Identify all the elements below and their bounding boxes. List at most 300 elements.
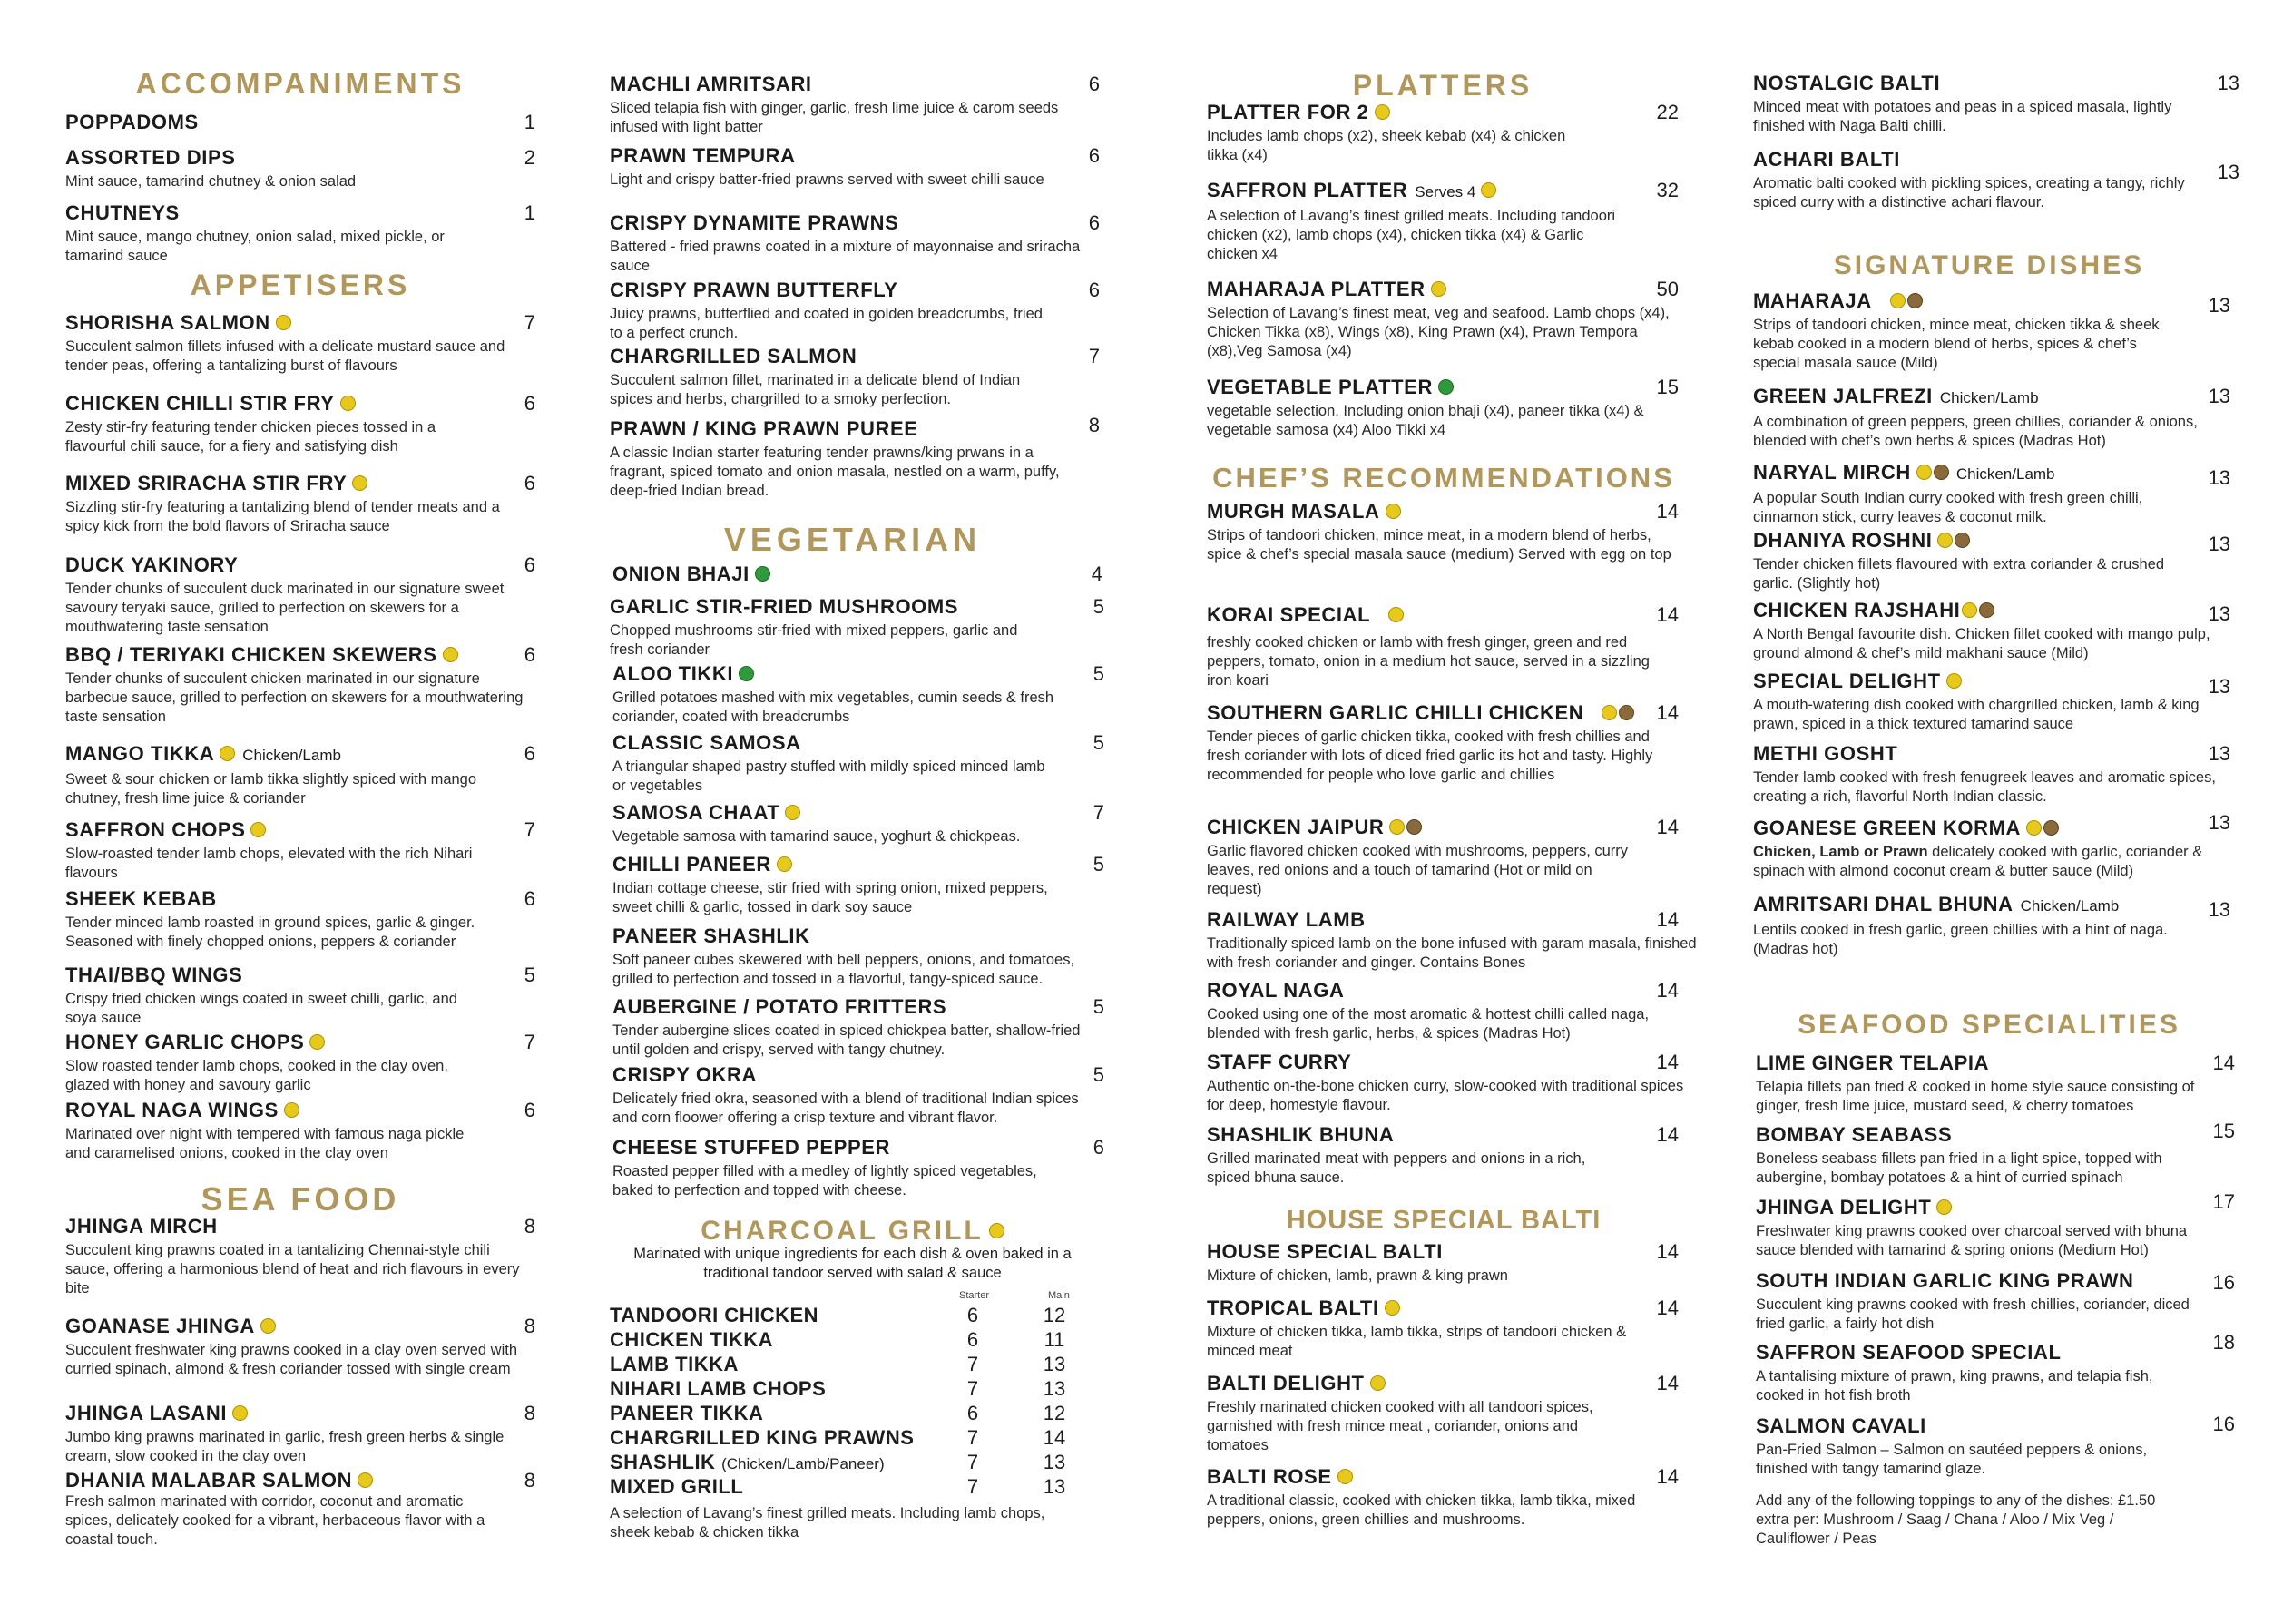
starter-price: 7	[966, 1377, 979, 1400]
menu-item	[1207, 979, 1697, 1043]
item-name: CHARGRILLED SALMON	[610, 345, 857, 367]
item-description-lead: Chicken, Lamb or Prawn	[1753, 844, 1928, 860]
hot-spice-icon	[2043, 820, 2059, 836]
section-title-signature-dishes: SIGNATURE DISHES	[1833, 250, 2145, 280]
item-description: A classic Indian starter featuring tender prawns/king prwans in a fragrant, spiced tomato and onion masala, nestled on a warm, puffy, deep-fried Indian bread.	[610, 445, 1060, 499]
item-name: POPPADOMS	[65, 111, 199, 133]
item-name: MACHLI AMRITSARI	[610, 73, 812, 95]
mild-spice-icon	[1375, 104, 1390, 120]
menu-item	[1207, 816, 1697, 899]
menu-item	[1753, 148, 2239, 212]
section-title-seafood-specialities: SEAFOOD SPECIALITIES	[1798, 1010, 2180, 1040]
item-description: Jumbo king prawns marinated in garlic, fresh green herbs & single cream, slow cooked in the clay oven	[65, 1429, 505, 1464]
item-name: PLATTER FOR 2	[1207, 101, 1369, 123]
item-price: 6	[1093, 1136, 1104, 1159]
grill-footer-note: A selection of Lavang’s finest grilled meats. Including lamb chops, sheek kebab & chicken tikka	[610, 1505, 1045, 1541]
grill-row	[610, 1303, 1082, 1327]
mild-spice-icon	[352, 475, 367, 491]
item-name: SHASHLIK BHUNA	[1207, 1123, 1395, 1146]
item-price: 6	[1088, 211, 1100, 234]
item-name: CHUTNEYS	[65, 201, 180, 224]
section-title-appetisers: APPETISERS	[190, 269, 411, 301]
item-name: SHORISHA SALMON	[65, 311, 270, 334]
hot-spice-icon	[1406, 819, 1422, 835]
item-price: 13	[2208, 466, 2230, 489]
mild-spice-icon	[1337, 1469, 1353, 1484]
item-price: 5	[1093, 595, 1104, 618]
item-description: Chopped mushrooms stir-fried with mixed peppers, garlic and fresh coriander	[610, 622, 1018, 658]
item-price: 13	[2208, 811, 2230, 834]
menu-item	[1207, 1051, 1697, 1115]
item-name: SHEEK KEBAB	[65, 887, 217, 910]
item-name: BALTI ROSE	[1207, 1465, 1332, 1488]
item-price: 6	[524, 643, 535, 666]
item-description: Juicy prawns, butterflied and coated in golden breadcrumbs, fried to a perfect crunch.	[610, 306, 1043, 341]
item-name: AMRITSARI DHAL BHUNA	[1753, 893, 2014, 915]
item-name: MURGH MASALA	[1207, 500, 1380, 523]
mild-spice-icon	[276, 315, 291, 330]
menu-item	[1753, 599, 2230, 663]
item-price: 13	[2208, 602, 2230, 625]
item-description: Grilled potatoes mashed with mix vegetables, cumin seeds & fresh coriander, coated with breadcrumbs	[612, 690, 1054, 725]
item-price: 5	[1093, 995, 1104, 1018]
item-description: Slow-roasted tender lamb chops, elevated with the rich Nihari flavours	[65, 846, 473, 881]
item-name: JHINGA DELIGHT	[1756, 1196, 1932, 1218]
item-name: JHINGA MIRCH	[65, 1215, 218, 1238]
item-description: Sliced telapia fish with ginger, garlic, fresh lime juice & carom seeds infused with light batter	[610, 100, 1059, 135]
starter-column-label: Starter	[959, 1290, 990, 1301]
menu-item	[1207, 1123, 1697, 1188]
item-price: 18	[2212, 1331, 2235, 1354]
section-title-accompaniments: ACCOMPANIMENTS	[135, 67, 465, 100]
item-description: Tender minced lamb roasted in ground spices, garlic & ginger. Seasoned with finely chopped onions, peppers & coriander	[65, 915, 475, 950]
item-name: GARLIC STIR-FRIED MUSHROOMS	[610, 595, 959, 618]
starter-price: 7	[966, 1426, 979, 1449]
hot-spice-icon	[1907, 293, 1923, 308]
item-description: Sizzling stir-fry featuring a tantalizing blend of tender meats and a spicy kick from the bold flavors of Sriracha sauce	[65, 499, 500, 534]
menu-item	[1207, 376, 1697, 440]
menu-item	[65, 1099, 535, 1163]
menu-item	[1753, 742, 2230, 807]
menu-item	[65, 472, 535, 536]
item-price: 8	[524, 1215, 535, 1238]
menu-item	[65, 742, 535, 808]
menu-item	[612, 853, 1121, 917]
item-description: Strips of tandoori chicken, mince meat, in a modern blend of herbs, spice & chef’s special masala sauce (medium) Served with egg on top	[1207, 527, 1671, 563]
item-description: Tender pieces of garlic chicken tikka, cooked with fresh chillies and fresh coriander with lots of diced fried garlic its hot and tasty. Highly recommended for people who love garlic and chillies	[1207, 729, 1653, 783]
menu-item	[610, 144, 1118, 190]
hot-spice-icon	[1934, 465, 1949, 480]
main-price: 14	[1043, 1426, 1066, 1449]
item-name: SOUTHERN GARLIC CHILLI CHICKEN	[1207, 701, 1584, 724]
menu-item	[65, 964, 535, 1028]
main-price: 13	[1043, 1353, 1066, 1375]
item-price: 14	[1656, 1051, 1679, 1073]
item-description: Freshwater king prawns cooked over charcoal served with bhuna sauce blended with tamarind & spring onions (Medium Hot)	[1756, 1223, 2188, 1258]
item-price: 1	[524, 111, 535, 133]
menu-item	[65, 392, 535, 456]
item-name: NOSTALGIC BALTI	[1753, 72, 1941, 94]
item-description: Tender chicken fillets flavoured with extra coriander & crushed garlic. (Slightly hot)	[1753, 556, 2165, 592]
menu-item	[65, 818, 535, 883]
item-name: RAILWAY LAMB	[1207, 908, 1366, 931]
mild-spice-icon	[1388, 607, 1404, 622]
mild-spice-icon	[785, 805, 800, 820]
item-name: SPECIAL DELIGHT	[1753, 670, 1941, 692]
item-price: 14	[1656, 1465, 1679, 1488]
item-description: Slow roasted tender lamb chops, cooked in the clay oven, glazed with honey and savoury garlic	[65, 1058, 448, 1093]
item-name: CRISPY DYNAMITE PRAWNS	[610, 211, 899, 234]
item-name: DHANIYA ROSHNI	[1753, 529, 1933, 552]
menu-item	[1753, 893, 2230, 959]
item-name: LIME GINGER TELAPIA	[1756, 1052, 1990, 1074]
item-price: 14	[1656, 701, 1679, 724]
grill-table-header	[610, 1290, 1082, 1303]
item-description: Succulent king prawns cooked with fresh chillies, coriander, diced fried garlic, a fairly hot dish	[1756, 1296, 2190, 1332]
grill-item-variant: (Chicken/Lamb/Paneer)	[721, 1455, 885, 1472]
menu-item	[65, 201, 535, 266]
item-name: HOUSE SPECIAL BALTI	[1207, 1240, 1443, 1263]
item-price: 14	[1656, 603, 1679, 626]
menu-item	[1753, 385, 2230, 451]
item-price: 14	[1656, 908, 1679, 931]
menu-column-3	[1207, 0, 1697, 1624]
menu-item	[610, 414, 1118, 501]
item-price: 4	[1091, 563, 1102, 585]
section-title-sea-food: SEA FOOD	[201, 1180, 400, 1218]
menu-item	[65, 1215, 535, 1298]
menu-item	[1207, 500, 1697, 564]
menu-item	[1756, 1413, 2235, 1479]
item-name: BBQ / TERIYAKI CHICKEN SKEWERS	[65, 643, 437, 666]
item-name: MANGO TIKKA	[65, 742, 215, 765]
grill-item-name: PANEER TIKKA	[610, 1402, 764, 1424]
hot-spice-icon	[1955, 533, 1970, 548]
item-name: DUCK YAKINORY	[65, 553, 239, 576]
item-price: 5	[1093, 1063, 1104, 1086]
item-price: 14	[2212, 1052, 2235, 1074]
item-name: MIXED SRIRACHA STIR FRY	[65, 472, 348, 494]
mild-spice-icon	[777, 856, 792, 872]
item-price: 32	[1656, 179, 1679, 201]
item-description: Succulent salmon fillets infused with a delicate mustard sauce and tender peas, offering a tantalizing burst of flavours	[65, 338, 505, 374]
item-price: 13	[2208, 294, 2230, 317]
menu-item	[610, 279, 1118, 343]
mild-spice-icon	[1389, 819, 1405, 835]
item-name: BOMBAY SEABASS	[1756, 1123, 1953, 1146]
grill-item-name: CHICKEN TIKKA	[610, 1328, 774, 1351]
item-price: 6	[524, 887, 535, 910]
mild-spice-icon	[443, 647, 458, 662]
menu-item	[1207, 908, 1697, 973]
menu-item	[1207, 1296, 1697, 1361]
item-description: Aromatic balti cooked with pickling spices, creating a tangy, richly spiced curry with a distinctive achari flavour.	[1753, 175, 2185, 210]
menu-item	[1207, 1465, 1697, 1530]
item-description: Cooked using one of the most aromatic & hottest chilli called naga, blended with fresh garlic, herbs, & spices (Madras Hot)	[1207, 1006, 1650, 1042]
menu-item	[65, 1031, 535, 1095]
item-price: 14	[1656, 979, 1679, 1002]
toppings-note: Add any of the following toppings to any of the dishes: £1.50 extra per: Mushroom / Saag / Chana / Aloo / Mix Veg / Cauliflower / Peas	[1756, 1492, 2156, 1547]
item-description: Light and crispy batter-fried prawns served with sweet chilli sauce	[610, 171, 1044, 188]
item-price: 14	[1656, 1372, 1679, 1394]
item-name: STAFF CURRY	[1207, 1051, 1352, 1073]
item-name: SOUTH INDIAN GARLIC KING PRAWN	[1756, 1269, 2134, 1292]
item-description: Freshly marinated chicken cooked with all tandoori spices, garnished with fresh mince meat , coriander, onions and tomatoes	[1207, 1399, 1593, 1453]
item-price: 13	[2217, 161, 2239, 183]
item-price: 6	[524, 553, 535, 576]
mild-spice-icon	[340, 396, 356, 411]
item-name: GREEN JALFREZI	[1753, 385, 1933, 407]
item-variant: Serves 4	[1415, 183, 1476, 201]
item-price: 14	[1656, 1240, 1679, 1263]
item-description: vegetable selection. Including onion bhaji (x4), paneer tikka (x4) & vegetable samosa (x4) Aloo Tikki x4	[1207, 403, 1644, 438]
starter-price: 6	[966, 1402, 979, 1424]
item-description: Vegetable samosa with tamarind sauce, yoghurt & chickpeas.	[612, 828, 1021, 845]
vegetarian-icon	[1438, 379, 1454, 395]
mild-spice-icon	[358, 1472, 373, 1488]
item-variant: Chicken/Lamb	[1955, 465, 2055, 483]
mild-spice-icon	[989, 1223, 1004, 1238]
mild-spice-icon	[1936, 1199, 1952, 1215]
menu-item	[65, 1402, 535, 1466]
grill-table	[610, 1290, 1082, 1542]
item-name: CLASSIC SAMOSA	[612, 731, 801, 754]
item-description: Lentils cooked in fresh garlic, green chillies with a hint of naga. (Madras hot)	[1753, 922, 2168, 957]
item-price: 7	[524, 1031, 535, 1053]
menu-item	[1753, 72, 2239, 136]
item-name: CRISPY PRAWN BUTTERFLY	[610, 279, 898, 301]
menu-item	[65, 553, 535, 637]
menu-item	[610, 595, 1118, 660]
menu-item	[612, 662, 1121, 727]
menu-item	[65, 311, 535, 376]
item-price: 1	[524, 201, 535, 224]
menu-item	[612, 925, 1121, 989]
vegetarian-icon	[739, 666, 754, 681]
item-description: Traditionally spiced lamb on the bone infused with garam masala, finished with fresh coriander and ginger. Contains Bones	[1207, 935, 1697, 971]
item-name: SAFFRON PLATTER	[1207, 179, 1408, 201]
menu-item	[612, 801, 1121, 846]
menu-item	[612, 1136, 1121, 1200]
item-name: KORAI SPECIAL	[1207, 603, 1371, 626]
item-price: 5	[524, 964, 535, 986]
mild-spice-icon	[220, 746, 235, 761]
item-price: 16	[2212, 1271, 2235, 1294]
item-name: NARYAL MIRCH	[1753, 461, 1911, 484]
item-name: CHICKEN RAJSHAHI	[1753, 599, 1961, 621]
item-name: SAMOSA CHAAT	[612, 801, 780, 824]
grill-note: Marinated with unique ingredients for each dish & oven baked in a traditional tandoor served with salad & sauce	[633, 1246, 1072, 1281]
item-price: 2	[524, 146, 535, 169]
item-description: Soft paneer cubes skewered with bell peppers, onions, and tomatoes, grilled to perfection and tossed in a flavorful, tangy-spiced sauce.	[612, 952, 1075, 987]
menu-item	[610, 73, 1118, 137]
grill-row	[610, 1401, 1082, 1425]
item-price: 15	[2212, 1120, 2235, 1142]
item-description: Garlic flavored chicken cooked with mushrooms, peppers, curry leaves, red onions and a touch of tamarind (Hot or mild on request)	[1207, 843, 1629, 897]
mild-spice-icon	[309, 1034, 325, 1050]
menu-item	[1207, 179, 1697, 264]
item-price: 6	[1088, 73, 1100, 95]
menu-column-2	[610, 0, 1118, 1624]
item-name: ONION BHAJI	[612, 563, 750, 585]
item-price: 6	[524, 472, 535, 494]
mild-spice-icon	[260, 1318, 276, 1334]
menu-item	[65, 1469, 535, 1550]
mild-spice-icon	[1916, 465, 1932, 480]
grill-row	[610, 1425, 1082, 1450]
grill-row	[610, 1352, 1082, 1376]
item-price: 5	[1093, 662, 1104, 685]
grill-row	[610, 1376, 1082, 1401]
item-description: Mint sauce, mango chutney, onion salad, mixed pickle, or tamarind sauce	[65, 229, 445, 264]
menu-item	[1753, 461, 2230, 527]
item-description: Crispy fried chicken wings coated in sweet chilli, garlic, and soya sauce	[65, 991, 457, 1026]
item-price: 16	[2212, 1413, 2235, 1435]
item-name: PRAWN TEMPURA	[610, 144, 796, 167]
menu-column-1	[65, 0, 535, 1624]
item-price: 8	[524, 1469, 535, 1492]
menu-item	[65, 111, 535, 134]
main-price: 13	[1043, 1475, 1066, 1498]
item-name: AUBERGINE / POTATO FRITTERS	[612, 995, 947, 1018]
item-description: Mixture of chicken, lamb, prawn & king prawn	[1207, 1267, 1508, 1284]
main-price: 12	[1043, 1402, 1066, 1424]
item-name: GOANESE GREEN KORMA	[1753, 817, 2021, 839]
starter-price: 6	[966, 1304, 979, 1326]
menu-item	[65, 1315, 535, 1379]
menu-item	[612, 731, 1121, 796]
item-name: SAFFRON CHOPS	[65, 818, 246, 841]
item-variant: Chicken/Lamb	[2020, 897, 2120, 915]
item-description: Fresh salmon marinated with corridor, coconut and aromatic spices, delicately cooked for a vibrant, herbaceous flavor with a coastal touch.	[65, 1493, 485, 1548]
menu-item	[1207, 603, 1697, 690]
item-description: A selection of Lavang’s finest grilled meats. Including tandoori chicken (x2), lamb chops (x4), chicken tikka (x4) & Garlic chicken x4	[1207, 208, 1616, 262]
mild-spice-icon	[1431, 281, 1446, 297]
mild-spice-icon	[1937, 533, 1953, 548]
menu-item	[1756, 1190, 2235, 1260]
starter-price: 7	[966, 1475, 979, 1498]
grill-row	[610, 1327, 1082, 1352]
menu-item	[1753, 529, 2230, 593]
menu-item	[1753, 289, 2230, 373]
item-price: 7	[1093, 801, 1104, 824]
item-variant: Chicken/Lamb	[242, 747, 341, 764]
menu-item	[1207, 101, 1697, 165]
starter-price: 7	[966, 1353, 979, 1375]
grill-row	[610, 1474, 1082, 1499]
item-name: GOANASE JHINGA	[65, 1315, 255, 1337]
hot-spice-icon	[1619, 705, 1634, 720]
grill-item-name: NIHARI LAMB CHOPS	[610, 1377, 827, 1400]
item-description: Roasted pepper filled with a medley of lightly spiced vegetables, baked to perfection and topped with cheese.	[612, 1163, 1037, 1198]
vegetarian-icon	[755, 566, 770, 582]
item-description: Succulent king prawns coated in a tantalizing Chennai-style chili sauce, offering a harmonious blend of heat and rich flavours in every bite	[65, 1242, 520, 1296]
menu-item	[612, 563, 1121, 586]
mild-spice-icon	[1962, 602, 1977, 618]
mild-spice-icon	[232, 1405, 248, 1421]
item-price: 14	[1656, 816, 1679, 838]
item-description: Grilled marinated meat with peppers and onions in a rich, spiced bhuna sauce.	[1207, 1150, 1586, 1186]
item-name: TROPICAL BALTI	[1207, 1296, 1379, 1319]
item-price: 22	[1656, 101, 1679, 123]
item-price: 13	[2208, 385, 2230, 407]
item-description: Delicately fried okra, seasoned with a blend of traditional Indian spices and corn floower offering a crisp texture and vibrant flavor.	[612, 1091, 1079, 1126]
menu-item	[1207, 278, 1697, 361]
item-name: ACHARI BALTI	[1753, 148, 1900, 171]
item-description: A mouth-watering dish cooked with chargrilled chicken, lamb & king prawn, spiced in a thick textured tamarind sauce	[1753, 697, 2200, 732]
item-price: 13	[2217, 72, 2239, 94]
mild-spice-icon	[1946, 673, 1962, 689]
grill-item-name: SHASHLIK	[610, 1451, 716, 1473]
item-name: SALMON CAVALI	[1756, 1414, 1926, 1437]
item-description: Boneless seabass fillets pan fried in a light spice, topped with aubergine, bombay potatoes & a hint of curried spinach	[1756, 1150, 2162, 1186]
item-price: 8	[524, 1315, 535, 1337]
item-price: 15	[1656, 376, 1679, 398]
item-variant: Chicken/Lamb	[1939, 389, 2039, 406]
item-name: CHICKEN JAIPUR	[1207, 816, 1385, 838]
section-title-house-special-balti: HOUSE SPECIAL BALTI	[1286, 1206, 1602, 1235]
item-description: A popular South Indian curry cooked with fresh green chilli, cinnamon stick, curry leaves & coconut milk.	[1753, 490, 2143, 525]
mild-spice-icon	[250, 822, 266, 837]
main-price: 11	[1044, 1328, 1065, 1351]
section-title-charcoal-grill	[610, 1216, 1095, 1247]
hot-spice-icon	[1979, 602, 1994, 618]
item-price: 13	[2208, 898, 2230, 921]
item-name: SAFFRON SEAFOOD SPECIAL	[1756, 1341, 2062, 1364]
charcoal-grill-title: CHARCOAL GRILL	[701, 1216, 984, 1246]
item-description: Strips of tandoori chicken, mince meat, chicken tikka & sheek kebab cooked in a modern blend of herbs, spices & chef’s special masala sauce (Mild)	[1753, 317, 2160, 371]
item-description: Minced meat with potatoes and peas in a spiced masala, lightly finished with Naga Balti chilli.	[1753, 99, 2172, 134]
section-title-platters: PLATTERS	[1352, 69, 1533, 102]
item-description: A tantalising mixture of prawn, king prawns, and telapia fish, cooked in hot fish broth	[1756, 1368, 2153, 1404]
item-name: PANEER SHASHLIK	[612, 925, 810, 947]
grill-item-name: LAMB TIKKA	[610, 1353, 739, 1375]
item-name: JHINGA LASANI	[65, 1402, 228, 1424]
item-name: PRAWN / KING PRAWN PUREE	[610, 417, 918, 440]
menu-column-4	[1753, 0, 2239, 1624]
menu-item	[1756, 1120, 2235, 1188]
main-price: 13	[1043, 1377, 1066, 1400]
grill-item-name: CHARGRILLED KING PRAWNS	[610, 1426, 915, 1449]
item-name: CRISPY OKRA	[612, 1063, 757, 1086]
menu-item	[1756, 1052, 2235, 1116]
item-name: MAHARAJA	[1753, 289, 1872, 312]
menu-item	[1756, 1331, 2235, 1405]
menu-item	[1756, 1269, 2235, 1334]
menu-item	[610, 211, 1118, 276]
menu-item	[1753, 811, 2230, 881]
item-name: CHEESE STUFFED PEPPER	[612, 1136, 890, 1159]
menu-item	[1753, 670, 2230, 734]
item-price: 7	[1088, 345, 1100, 367]
item-description: Tender aubergine slices coated in spiced chickpea batter, shallow-fried until golden and crispy, served with tangy chutney.	[612, 1022, 1081, 1058]
item-name: CHILLI PANEER	[612, 853, 771, 876]
mild-spice-icon	[1386, 504, 1401, 519]
item-price: 6	[1088, 144, 1100, 167]
item-description: Tender lamb cooked with fresh fenugreek leaves and aromatic spices, creating a rich, flavorful North Indian classic.	[1753, 769, 2216, 805]
grill-item-name: TANDOORI CHICKEN	[610, 1304, 819, 1326]
item-description: Succulent salmon fillet, marinated in a delicate blend of Indian spices and herbs, chargrilled to a smoky perfection.	[610, 372, 1021, 407]
item-price: 6	[524, 1099, 535, 1121]
item-price: 50	[1656, 278, 1679, 300]
item-price: 17	[2212, 1190, 2235, 1213]
mild-spice-icon	[1370, 1375, 1386, 1391]
mild-spice-icon	[1890, 293, 1906, 308]
item-name: METHI GOSHT	[1753, 742, 1898, 765]
mild-spice-icon	[284, 1102, 299, 1118]
item-name: ASSORTED DIPS	[65, 146, 236, 169]
item-description: Zesty stir-fry featuring tender chicken pieces tossed in a flavourful chili sauce, for a fiery and satisfying dish	[65, 419, 436, 455]
